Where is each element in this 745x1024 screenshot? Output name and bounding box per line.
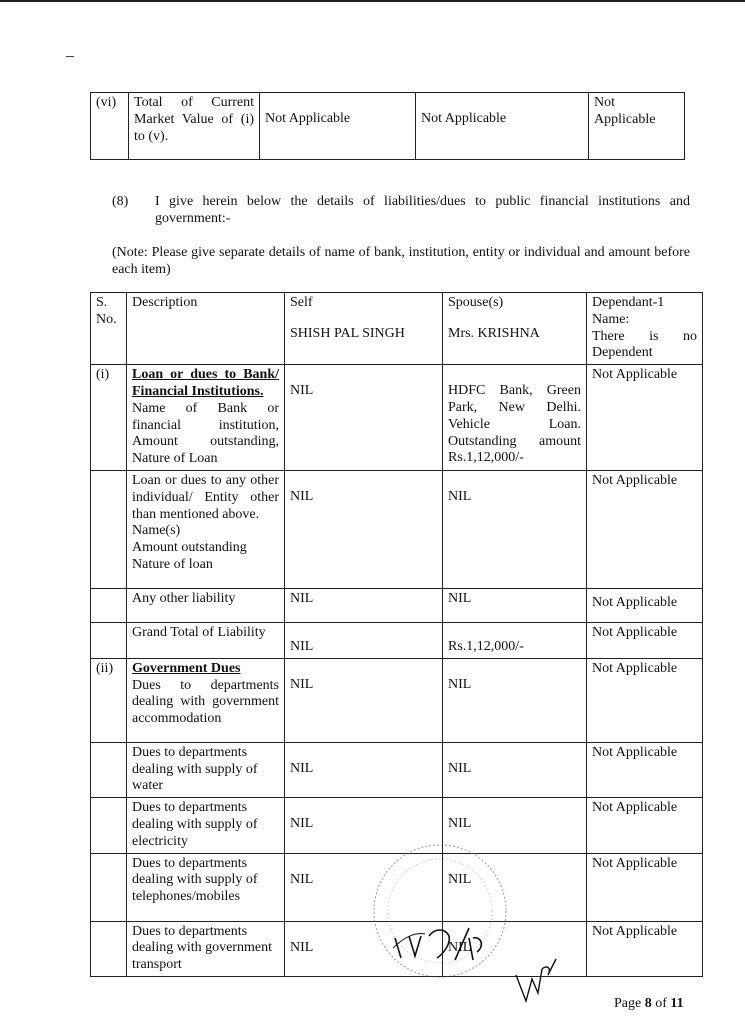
page-of: of: [655, 996, 667, 1011]
row-sno: [91, 622, 127, 658]
row-self: NIL: [285, 853, 443, 921]
dependant-value: Not Applicable: [589, 93, 685, 160]
row-index: (vi): [91, 93, 129, 160]
page-prefix: Page: [614, 996, 642, 1011]
row-self: NIL: [285, 742, 443, 797]
row-spouse: NIL: [443, 853, 587, 921]
row-description: Dues to departments dealing with supply of water: [127, 742, 285, 797]
row-sno: [91, 853, 127, 921]
row-detail: Loan or dues to any other individual/ Entity other than mentioned above.: [132, 472, 279, 522]
spouse-value: Not Applicable: [416, 93, 589, 160]
header-description: Description: [127, 293, 285, 365]
row-sno: [91, 921, 127, 976]
header-sno: S. No.: [91, 293, 127, 365]
section-8-paragraph: [112, 194, 690, 230]
row-sno: (ii): [91, 658, 127, 742]
row-description: Grand Total of Liability: [127, 622, 285, 658]
row-detail-names: Name(s): [132, 523, 181, 539]
table-row: [91, 93, 685, 160]
signature-icon: [512, 955, 560, 1005]
row-self: NIL: [285, 798, 443, 853]
row-description: [127, 365, 285, 471]
page-total: 11: [670, 996, 684, 1011]
row-detail: Dues to departments dealing with government accommodation: [132, 677, 279, 727]
row-description: Any other liability: [127, 588, 285, 622]
row-spouse: NIL: [443, 588, 587, 622]
table-row: [91, 470, 703, 588]
row-dependant: Not Applicable: [587, 470, 703, 588]
row-sno: [91, 588, 127, 622]
row-detail-amount: Amount outstanding: [132, 540, 247, 556]
official-stamp-icon: [365, 836, 515, 986]
row-description: Dues to departments dealing with supply of telephones/mobiles: [127, 853, 285, 921]
row-heading: Loan or dues to Bank/ Financial Institutions.: [132, 367, 279, 399]
row-dependant: Not Applicable: [587, 742, 703, 797]
row-description: Dues to departments dealing with supply of electricity: [127, 798, 285, 853]
row-spouse: HDFC Bank, Green Park, New Delhi. Vehicle Loan. Outstanding amount Rs.1,12,000/-: [443, 365, 587, 471]
row-detail: Name of Bank or financial institution, Amount outstanding, Nature of Loan: [132, 400, 279, 467]
row-dependant: Not Applicable: [587, 658, 703, 742]
section-text: I give herein below the details of liabilities/dues to public financial institutions and government:-: [155, 194, 690, 226]
row-self: NIL: [285, 622, 443, 658]
header-self-name: SHISH PAL SINGH: [290, 325, 405, 341]
row-dependant: Not Applicable: [587, 588, 703, 622]
header-dependant-label: Dependant-1 Name:: [592, 295, 665, 327]
row-spouse: NIL: [443, 921, 587, 976]
row-self: NIL: [285, 588, 443, 622]
table-row: [91, 622, 703, 658]
row-detail-nature: Nature of loan: [132, 556, 213, 572]
row-label: Total of Current Market Value of (i) to (v).: [129, 93, 260, 160]
row-description: [127, 658, 285, 742]
row-description: [127, 470, 285, 588]
row-spouse: Rs.1,12,000/-: [443, 622, 587, 658]
row-description: Dues to departments dealing with government transport: [127, 921, 285, 976]
row-self: NIL: [285, 658, 443, 742]
row-self: NIL: [285, 365, 443, 471]
row-dependant: Not Applicable: [587, 921, 703, 976]
scan-mark: [66, 56, 74, 57]
row-sno: [91, 742, 127, 797]
header-dependant: [587, 293, 703, 365]
table-row: [91, 588, 703, 622]
table-row: [91, 365, 703, 471]
note-text: (Note: Please give separate details of name of bank, institution, entity or individual and amount before each item): [112, 245, 690, 277]
header-spouse-label: Spouse(s): [448, 295, 504, 310]
row-sno: (i): [91, 365, 127, 471]
row-dependant: Not Applicable: [587, 798, 703, 853]
self-value: Not Applicable: [260, 93, 416, 160]
row-spouse: NIL: [443, 470, 587, 588]
row-self: NIL: [285, 921, 443, 976]
page-number: [614, 996, 684, 1013]
row-dependant: Not Applicable: [587, 853, 703, 921]
note-paragraph: [112, 245, 690, 279]
header-spouse-name: Mrs. KRISHNA: [448, 325, 540, 341]
row-dependant: Not Applicable: [587, 365, 703, 471]
header-self-label: Self: [290, 295, 313, 310]
row-sno: [91, 470, 127, 588]
top-border-line: [0, 0, 745, 2]
header-self: [285, 293, 443, 365]
row-dependant: Not Applicable: [587, 622, 703, 658]
table-row: [91, 658, 703, 742]
table-header-row: [91, 293, 703, 365]
row-spouse: NIL: [443, 798, 587, 853]
table-row: [91, 742, 703, 797]
row-spouse: NIL: [443, 658, 587, 742]
row-spouse: NIL: [443, 742, 587, 797]
section-number: (8): [112, 194, 129, 209]
header-dependant-name: There is no Dependent: [592, 328, 697, 361]
row-self: NIL: [285, 470, 443, 588]
row-sno: [91, 798, 127, 853]
header-spouse: [443, 293, 587, 365]
page-current: 8: [644, 996, 652, 1011]
assets-total-table: [90, 92, 685, 160]
row-heading: Government Dues: [132, 660, 241, 676]
